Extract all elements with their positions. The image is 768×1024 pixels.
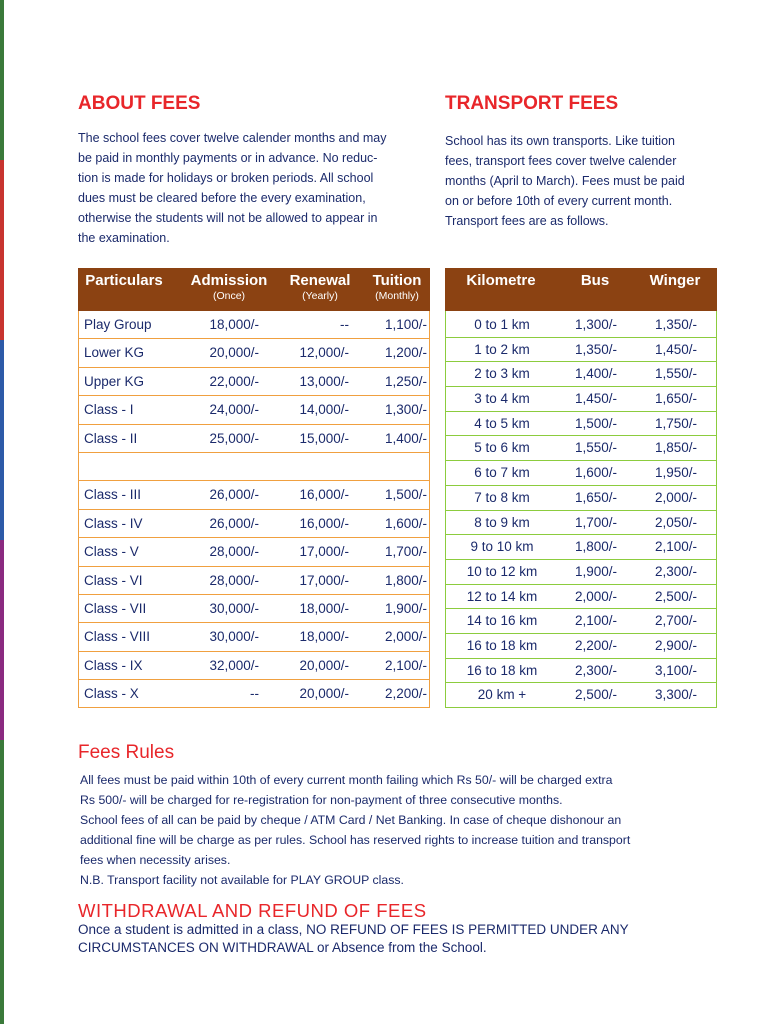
- about-fees-title: ABOUT FEES: [78, 93, 201, 114]
- transport-fees-text: [445, 131, 735, 231]
- table-row: [446, 313, 716, 338]
- renewal-cell: 17,000/-: [299, 544, 349, 560]
- renewal-cell: 18,000/-: [299, 629, 349, 645]
- withdrawal-title: WITHDRAWAL AND REFUND OF FEES: [78, 900, 427, 921]
- renewal-cell: 13,000/-: [299, 373, 349, 389]
- winger-cell: 2,500/-: [654, 588, 698, 604]
- winger-cell: 1,950/-: [654, 465, 698, 481]
- header-renewal-label: Renewal: [289, 272, 351, 289]
- transport-fees-line: fees, transport fees cover twelve calender: [445, 154, 677, 168]
- table-row: [79, 339, 429, 367]
- fees-rules-line: fees when necessity arises.: [80, 853, 231, 867]
- km-cell: 3 to 4 km: [474, 391, 530, 407]
- bus-cell: 1,600/-: [574, 465, 618, 481]
- transport-fees-title: TRANSPORT FEES: [445, 93, 619, 114]
- particular-cell: Class - IX: [84, 657, 143, 673]
- header-particulars-label: Particulars: [85, 272, 163, 289]
- withdrawal-line: CIRCUMSTANCES ON WITHDRAWAL or Absence from the School.: [78, 940, 487, 955]
- bus-cell: 1,900/-: [574, 563, 618, 579]
- tuition-cell: 1,200/-: [384, 345, 427, 361]
- km-cell: 6 to 7 km: [474, 465, 530, 481]
- header-tuition: [364, 268, 430, 302]
- table-row: [79, 567, 429, 595]
- transport-table-header: [445, 268, 717, 311]
- km-cell: 2 to 3 km: [474, 366, 530, 382]
- table-row: [446, 560, 716, 585]
- renewal-cell: 20,000/-: [299, 686, 349, 702]
- table-row: [446, 511, 716, 536]
- km-cell: 5 to 6 km: [474, 440, 530, 456]
- tuition-cell: 1,250/-: [384, 373, 427, 389]
- bus-cell: 2,200/-: [574, 637, 618, 653]
- bus-cell: 1,800/-: [574, 539, 618, 555]
- fee-table-header: [78, 268, 430, 311]
- km-cell: 4 to 5 km: [474, 415, 530, 431]
- bus-cell: 2,500/-: [574, 687, 618, 703]
- table-row: [79, 623, 429, 651]
- fee-table-body: [78, 311, 430, 708]
- particular-cell: Class - VII: [84, 600, 147, 616]
- about-fees-line: be paid in monthly payments or in advance. No reduc-: [78, 151, 378, 165]
- renewal-cell: 20,000/-: [299, 657, 349, 673]
- admission-cell: 25,000/-: [209, 430, 259, 446]
- winger-cell: 1,350/-: [654, 317, 698, 332]
- km-cell: 14 to 16 km: [466, 613, 538, 629]
- renewal-cell: 15,000/-: [299, 430, 349, 446]
- table-row: [446, 461, 716, 486]
- about-fees-line: dues must be cleared before the every examination,: [78, 191, 366, 205]
- winger-cell: 2,100/-: [654, 539, 698, 555]
- tuition-cell: 1,800/-: [384, 572, 427, 588]
- tuition-cell: 2,100/-: [384, 657, 427, 673]
- table-row: [446, 436, 716, 461]
- renewal-cell: --: [340, 317, 349, 332]
- particular-cell: Class - I: [84, 402, 134, 418]
- header-kilometre: [445, 268, 557, 289]
- admission-cell: 32,000/-: [209, 657, 259, 673]
- header-admission-sub: (Once): [212, 290, 246, 302]
- admission-cell: 28,000/-: [209, 544, 259, 560]
- renewal-cell: 16,000/-: [299, 487, 349, 503]
- table-row: [79, 538, 429, 566]
- winger-cell: 1,850/-: [654, 440, 698, 456]
- bus-cell: 1,450/-: [574, 391, 618, 407]
- bus-cell: 1,550/-: [574, 440, 618, 456]
- table-row: [446, 634, 716, 659]
- particular-cell: Class - II: [84, 430, 138, 446]
- bus-cell: 1,350/-: [574, 341, 618, 357]
- header-tuition-label: Tuition: [372, 272, 422, 289]
- table-row: [446, 338, 716, 363]
- about-fees-line: the examination.: [78, 231, 170, 245]
- header-winger-label: Winger: [649, 272, 701, 289]
- about-fees-line: otherwise the students will not be allowed to appear in: [78, 211, 378, 225]
- admission-cell: 30,000/-: [209, 629, 259, 645]
- particular-cell: Lower KG: [84, 345, 145, 361]
- particular-cell: Class - III: [84, 487, 142, 503]
- table-row: [79, 680, 429, 708]
- transport-fees-line: Transport fees are as follows.: [445, 214, 609, 228]
- table-row-empty: [79, 453, 429, 481]
- header-particulars: [78, 268, 170, 289]
- transport-table: [445, 268, 717, 708]
- bus-cell: 1,300/-: [574, 317, 618, 332]
- km-cell: 16 to 18 km: [466, 662, 538, 678]
- admission-cell: 28,000/-: [209, 572, 259, 588]
- table-row: [446, 486, 716, 511]
- renewal-cell: 18,000/-: [299, 600, 349, 616]
- fees-rules-line: additional fine will be charge as per rules. School has reserved rights to increase tuition and transport: [80, 833, 631, 847]
- fee-table: [78, 268, 430, 708]
- km-cell: 12 to 14 km: [466, 588, 538, 604]
- table-row: [446, 362, 716, 387]
- admission-cell: --: [250, 686, 259, 702]
- header-kilometre-label: Kilometre: [466, 272, 536, 289]
- winger-cell: 2,050/-: [654, 514, 698, 530]
- km-cell: 1 to 2 km: [474, 341, 530, 357]
- table-row: [446, 387, 716, 412]
- table-row: [79, 595, 429, 623]
- bus-cell: 1,500/-: [574, 415, 618, 431]
- km-cell: 9 to 10 km: [470, 539, 534, 555]
- admission-cell: 24,000/-: [209, 402, 259, 418]
- particular-cell: Class - VIII: [84, 629, 151, 645]
- withdrawal-text: [78, 921, 738, 957]
- winger-cell: 2,700/-: [654, 613, 698, 629]
- renewal-cell: 14,000/-: [299, 402, 349, 418]
- winger-cell: 2,000/-: [654, 489, 698, 505]
- header-renewal: [280, 268, 360, 302]
- withdrawal-line: Once a student is admitted in a class, NO REFUND OF FEES IS PERMITTED UNDER ANY: [78, 922, 629, 937]
- fees-rules-line: Rs 500/- will be charged for re-registration for non-payment of three consecutive months.: [80, 793, 563, 807]
- table-row: [79, 652, 429, 680]
- particular-cell: Class - VI: [84, 572, 143, 588]
- km-cell: 0 to 1 km: [474, 317, 530, 332]
- bus-cell: 2,100/-: [574, 613, 618, 629]
- tuition-cell: 1,600/-: [384, 515, 427, 531]
- particular-cell: Upper KG: [84, 373, 145, 389]
- bus-cell: 2,000/-: [574, 588, 618, 604]
- header-winger: [633, 268, 717, 289]
- particular-cell: Play Group: [84, 317, 152, 332]
- about-fees-line: tion is made for holidays or broken periods. All school: [78, 171, 374, 185]
- renewal-cell: 12,000/-: [299, 345, 349, 361]
- winger-cell: 3,300/-: [654, 687, 698, 703]
- table-row: [79, 481, 429, 509]
- about-fees-line: The school fees cover twelve calender months and may: [78, 131, 387, 145]
- table-row: [446, 683, 716, 708]
- km-cell: 20 km +: [477, 687, 527, 703]
- tuition-cell: 1,700/-: [384, 544, 427, 560]
- table-row: [79, 368, 429, 396]
- tuition-cell: 1,100/-: [384, 317, 427, 332]
- fees-rules-text: [80, 770, 720, 890]
- particular-cell: Class - X: [84, 686, 139, 702]
- transport-table-body: [445, 311, 717, 708]
- admission-cell: 26,000/-: [209, 515, 259, 531]
- bus-cell: 2,300/-: [574, 662, 618, 678]
- tuition-cell: 2,000/-: [384, 629, 427, 645]
- winger-cell: 2,300/-: [654, 563, 698, 579]
- transport-fees-line: School has its own transports. Like tuition: [445, 134, 675, 148]
- km-cell: 7 to 8 km: [474, 489, 530, 505]
- km-cell: 10 to 12 km: [466, 563, 538, 579]
- fees-rules-line: N.B. Transport facility not available for PLAY GROUP class.: [80, 873, 404, 887]
- admission-cell: 18,000/-: [209, 317, 259, 332]
- table-row: [79, 396, 429, 424]
- admission-cell: 20,000/-: [209, 345, 259, 361]
- winger-cell: 1,750/-: [654, 415, 698, 431]
- admission-cell: 26,000/-: [209, 487, 259, 503]
- table-row: [79, 311, 429, 339]
- km-cell: 8 to 9 km: [474, 514, 530, 530]
- left-edge-decoration: [0, 0, 4, 1024]
- table-row: [79, 510, 429, 538]
- tuition-cell: 1,400/-: [384, 430, 427, 446]
- table-row: [446, 659, 716, 684]
- table-row: [446, 609, 716, 634]
- fees-rules-line: School fees of all can be paid by cheque / ATM Card / Net Banking. In case of cheque dishonour an: [80, 813, 622, 827]
- bus-cell: 1,650/-: [574, 489, 618, 505]
- transport-fees-line: on or before 10th of every current month.: [445, 194, 673, 208]
- winger-cell: 1,450/-: [654, 341, 698, 357]
- particular-cell: Class - IV: [84, 515, 143, 531]
- about-fees-text: [78, 128, 438, 248]
- bus-cell: 1,700/-: [574, 514, 618, 530]
- header-tuition-sub: (Monthly): [375, 290, 419, 302]
- winger-cell: 2,900/-: [654, 637, 698, 653]
- tuition-cell: 1,900/-: [384, 600, 427, 616]
- header-renewal-sub: (Yearly): [302, 290, 338, 302]
- particular-cell: Class - V: [84, 544, 139, 560]
- tuition-cell: 2,200/-: [384, 686, 427, 702]
- table-row: [446, 412, 716, 437]
- winger-cell: 1,550/-: [654, 366, 698, 382]
- tuition-cell: 1,500/-: [384, 487, 427, 503]
- tuition-cell: 1,300/-: [384, 402, 427, 418]
- admission-cell: 22,000/-: [209, 373, 259, 389]
- fees-rules-title: Fees Rules: [78, 742, 175, 763]
- header-admission-label: Admission: [190, 272, 268, 289]
- table-row: [446, 535, 716, 560]
- header-bus-label: Bus: [580, 272, 610, 289]
- header-bus: [553, 268, 637, 289]
- admission-cell: 30,000/-: [209, 600, 259, 616]
- bus-cell: 1,400/-: [574, 366, 618, 382]
- header-admission: [178, 268, 280, 302]
- table-row: [79, 425, 429, 453]
- winger-cell: 3,100/-: [654, 662, 698, 678]
- km-cell: 16 to 18 km: [466, 637, 538, 653]
- renewal-cell: 17,000/-: [299, 572, 349, 588]
- winger-cell: 1,650/-: [654, 391, 698, 407]
- table-row: [446, 585, 716, 610]
- fees-rules-line: All fees must be paid within 10th of every current month failing which Rs 50/- will be charged extra: [80, 773, 613, 787]
- renewal-cell: 16,000/-: [299, 515, 349, 531]
- transport-fees-line: months (April to March). Fees must be paid: [445, 174, 685, 188]
